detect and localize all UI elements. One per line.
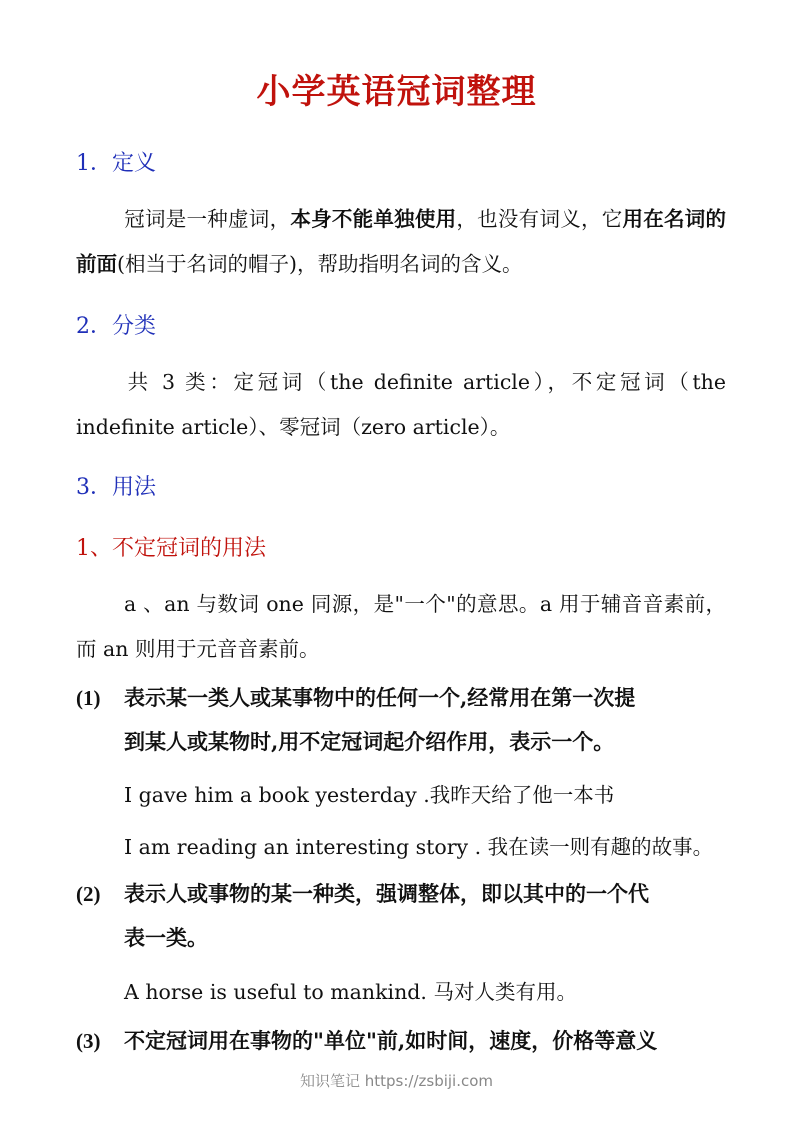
definition-paragraph: 冠词是一种虚词，本身不能单独使用，也没有词义，它用在名词的前面(相当于名词的帽子)，帮助指明名词的含义。 xyxy=(76,207,727,276)
classification-paragraph: 共 3 类：定冠词（the definite article），不定冠词（the indefinite article）、零冠词（zero article）。 xyxy=(76,370,726,439)
footer-watermark: 知识笔记 https://zsbiji.com xyxy=(299,1072,494,1090)
usage-item-1 xyxy=(76,676,726,764)
usage-item-2 xyxy=(76,872,726,960)
item-line: 表示某一类人或某事物中的任何一个,经常用在第一次提 xyxy=(124,685,636,710)
subheading-indefinite-article: 1、不定冠词的用法 xyxy=(76,536,266,561)
example-sentence: A horse is useful to mankind. 马对人类有用。 xyxy=(124,980,577,1004)
example-sentence: I gave him a book yesterday .我昨天给了他一本书 xyxy=(124,783,615,807)
page-title: 小学英语冠词整理 xyxy=(256,72,537,112)
item-number: (3) xyxy=(76,1029,101,1053)
item-line: 表一类。 xyxy=(124,925,208,950)
section-heading-definition: 1．定义 xyxy=(76,151,156,176)
example-sentence: I am reading an interesting story . 我在读一则有趣的故事。 xyxy=(124,835,714,859)
indefinite-article-paragraph: a 、an 与数词 one 同源，是"一个"的意思。a 用于辅音音素前，而 an 则用于元音音素前。 xyxy=(76,592,726,661)
usage-item-3 xyxy=(76,1019,726,1063)
item-line: 到某人或某物时,用不定冠词起介绍作用，表示一个。 xyxy=(124,729,615,754)
item-number: (2) xyxy=(76,882,101,906)
section-heading-usage: 3．用法 xyxy=(76,475,156,500)
section-heading-classification: 2．分类 xyxy=(76,314,156,339)
item-number: (1) xyxy=(76,686,101,710)
item-line: 不定冠词用在事物的"单位"前,如时间，速度，价格等意义 xyxy=(124,1028,658,1053)
item-line: 表示人或事物的某一种类，强调整体，即以其中的一个代 xyxy=(124,881,649,906)
